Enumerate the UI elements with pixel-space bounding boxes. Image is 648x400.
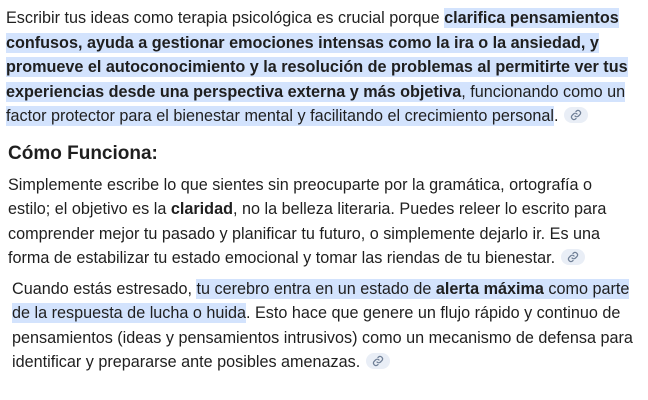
- intro-highlight-bold: clarifica pensamientos confusos, ayuda a gestionar emociones intensas como la ira o la ansiedad, y promueve el autoconocimiento y la resolución de problemas al permitirte ver tus experiencias desde una perspectiva externa y más objetiva: [6, 9, 628, 101]
- intro-paragraph: [6, 6, 634, 129]
- intro-lead-text: Escribir tus ideas como terapia psicológica es crucial porque: [6, 9, 445, 27]
- source-link-chip[interactable]: [561, 249, 585, 265]
- p3-highlight-bold: alerta máxima: [435, 279, 544, 298]
- how-it-works-paragraph: [8, 173, 634, 271]
- source-link-chip[interactable]: [564, 107, 588, 123]
- intro-highlight-rest: , funcionando como un factor protector para el bienestar mental y facilitando el crecimiento personal: [6, 82, 626, 125]
- link-icon: [567, 251, 579, 263]
- p2-text-1: Simplemente escribe lo que sientes sin preocuparte por la gramática, ortografía o estilo; el objetivo es la: [8, 175, 592, 218]
- section-heading: Cómo Funciona:: [8, 142, 158, 164]
- p2-bold: claridad: [170, 200, 233, 218]
- p2-text-2: , no la belleza literaria. Puedes releer lo escrito para comprender mejor tu pasado y planificar tu futuro, o simplemente dejarlo ir. Es una forma de estabilizar tu estado emocional y tomar las riendas de tu bienestar.: [8, 200, 607, 267]
- link-icon: [570, 109, 582, 121]
- stress-paragraph: [12, 277, 634, 375]
- link-icon: [372, 355, 384, 367]
- source-link-chip[interactable]: [366, 353, 390, 369]
- intro-end: .: [553, 107, 559, 125]
- p3-lead: Cuando estás estresado,: [12, 279, 197, 298]
- p3-highlight-1: tu cerebro entra en un estado de: [196, 279, 436, 298]
- p3-rest: . Esto hace que genere un flujo rápido y continuo de pensamientos (ideas y pensamientos intrusivos) como un mecanismo de defensa para identificar y prepararse ante posibles amenazas.: [12, 304, 633, 371]
- p3-highlight-2: como parte de la respuesta de lucha o huida: [12, 279, 630, 322]
